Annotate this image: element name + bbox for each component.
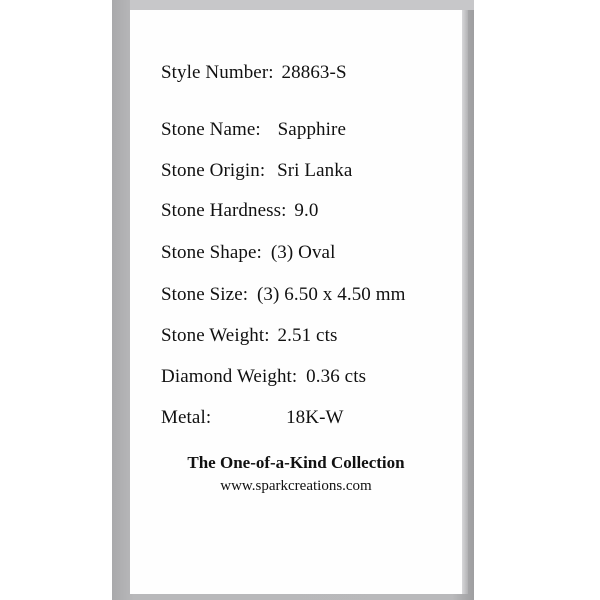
backdrop-top-strip [130,0,474,10]
stone-shape-label: Stone Shape: [161,242,262,263]
metal-value: 18K-W [286,407,344,428]
diamond-weight-row [161,366,366,388]
collection-title: The One-of-a-Kind Collection [187,453,405,472]
metal-row [161,407,344,429]
stone-weight-row [161,325,337,347]
stone-origin-label: Stone Origin: [161,160,266,181]
stone-name-label: Stone Name: [161,119,261,140]
card-edge-shadow [462,10,468,594]
stone-size-row [161,284,406,306]
style-number-value: 28863-S [281,62,347,83]
stone-shape-value: (3) Oval [270,242,336,263]
stone-weight-value: 2.51 cts [277,325,338,346]
stone-name-row [161,119,346,141]
stone-shape-row [161,242,335,264]
stone-weight-label: Stone Weight: [161,325,270,346]
stone-hardness-value: 9.0 [294,200,319,221]
stone-size-label: Stone Size: [161,284,249,305]
product-info-card [130,10,462,594]
style-number-label: Style Number: [161,62,274,83]
stone-hardness-label: Stone Hardness: [161,200,287,221]
diamond-weight-label: Diamond Weight: [161,366,298,387]
stone-origin-row [161,160,352,182]
stone-name-value: Sapphire [277,119,346,140]
metal-label: Metal: [161,407,212,428]
style-number-row [161,62,347,84]
stone-hardness-row [161,200,318,222]
diamond-weight-value: 0.36 cts [306,366,367,387]
website-text: www.sparkcreations.com [220,478,372,494]
stone-origin-value: Sri Lanka [277,160,353,181]
stone-size-value: (3) 6.50 x 4.50 mm [256,284,406,305]
